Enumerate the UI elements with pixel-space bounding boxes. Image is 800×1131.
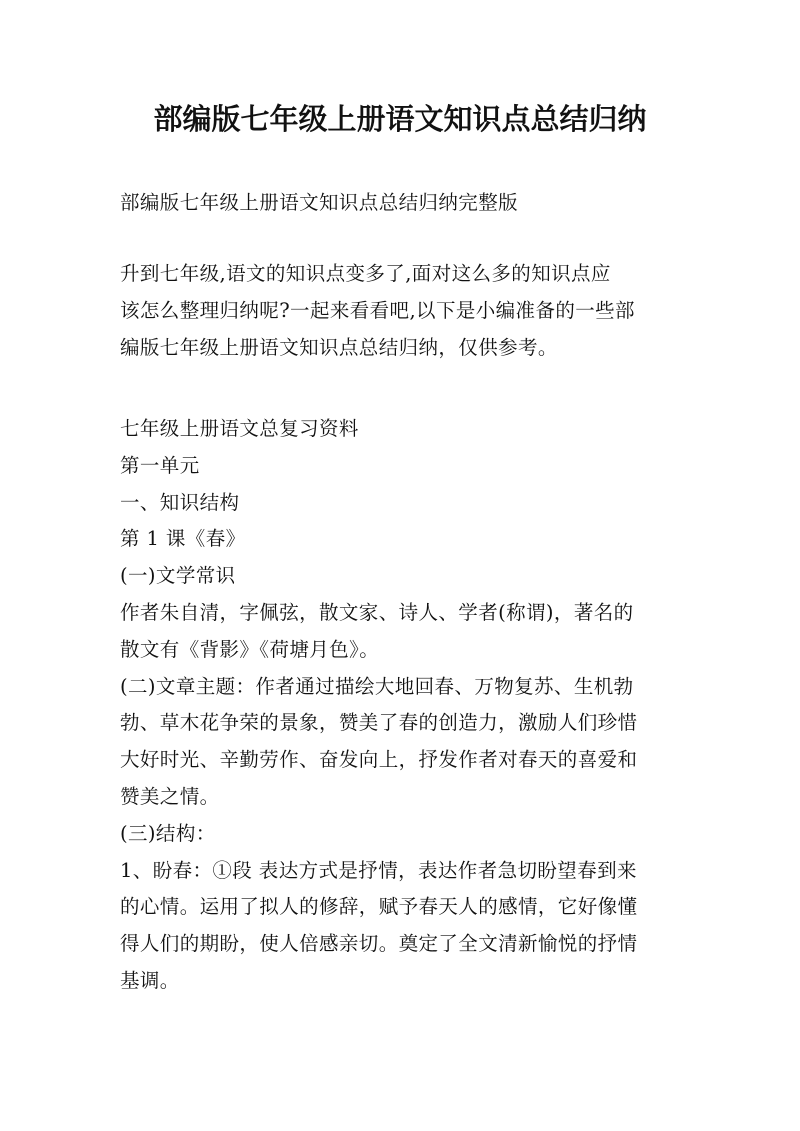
topic-heading: (三)结构： bbox=[120, 821, 216, 845]
body-line: 勃、草木花争荣的景象，赞美了春的创造力，激励人们珍惜 bbox=[120, 711, 638, 735]
topic-heading: (一)文学常识 bbox=[120, 564, 236, 588]
document-title: 部编版七年级上册语文知识点总结归纳 bbox=[153, 102, 647, 136]
intro-paragraph bbox=[120, 256, 685, 366]
body-line: 得人们的期盼，使人倍感亲切。奠定了全文清新愉悦的抒情 bbox=[120, 932, 638, 956]
body-line: 散文有《背影》《荷塘月色》。 bbox=[120, 637, 380, 661]
body-line: 作者朱自清，字佩弦，散文家、诗人、学者(称谓)，著名的 bbox=[120, 600, 634, 624]
intro-line: 编版七年级上册语文知识点总结归纳，仅供参考。 bbox=[120, 335, 558, 359]
lesson-heading: 第 1 课《春》 bbox=[120, 527, 246, 551]
body-content bbox=[120, 411, 685, 1000]
unit-heading: 第一单元 bbox=[120, 453, 200, 477]
body-line: 1、盼春：①段 表达方式是抒情，表达作者急切盼望春到来 bbox=[120, 858, 637, 882]
body-line: (二)文章主题：作者通过描绘大地回春、万物复苏、生机勃 bbox=[120, 674, 634, 698]
body-line: 基调。 bbox=[120, 968, 180, 992]
intro-line: 升到七年级,语文的知识点变多了,面对这么多的知识点应 bbox=[120, 262, 611, 285]
document-subtitle: 部编版七年级上册语文知识点总结归纳完整版 bbox=[120, 191, 519, 214]
body-line: 的心情。运用了拟人的修辞，赋予春天人的感情，它好像懂 bbox=[120, 895, 638, 919]
intro-line: 该怎么整理归纳呢?一起来看看吧,以下是小编准备的一些部 bbox=[120, 298, 635, 322]
subsection-heading: 一、知识结构 bbox=[120, 490, 240, 514]
section-heading: 七年级上册语文总复习资料 bbox=[120, 417, 359, 440]
body-line: 赞美之情。 bbox=[120, 784, 220, 808]
body-line: 大好时光、辛勤劳作、奋发向上，抒发作者对春天的喜爱和 bbox=[120, 748, 638, 772]
